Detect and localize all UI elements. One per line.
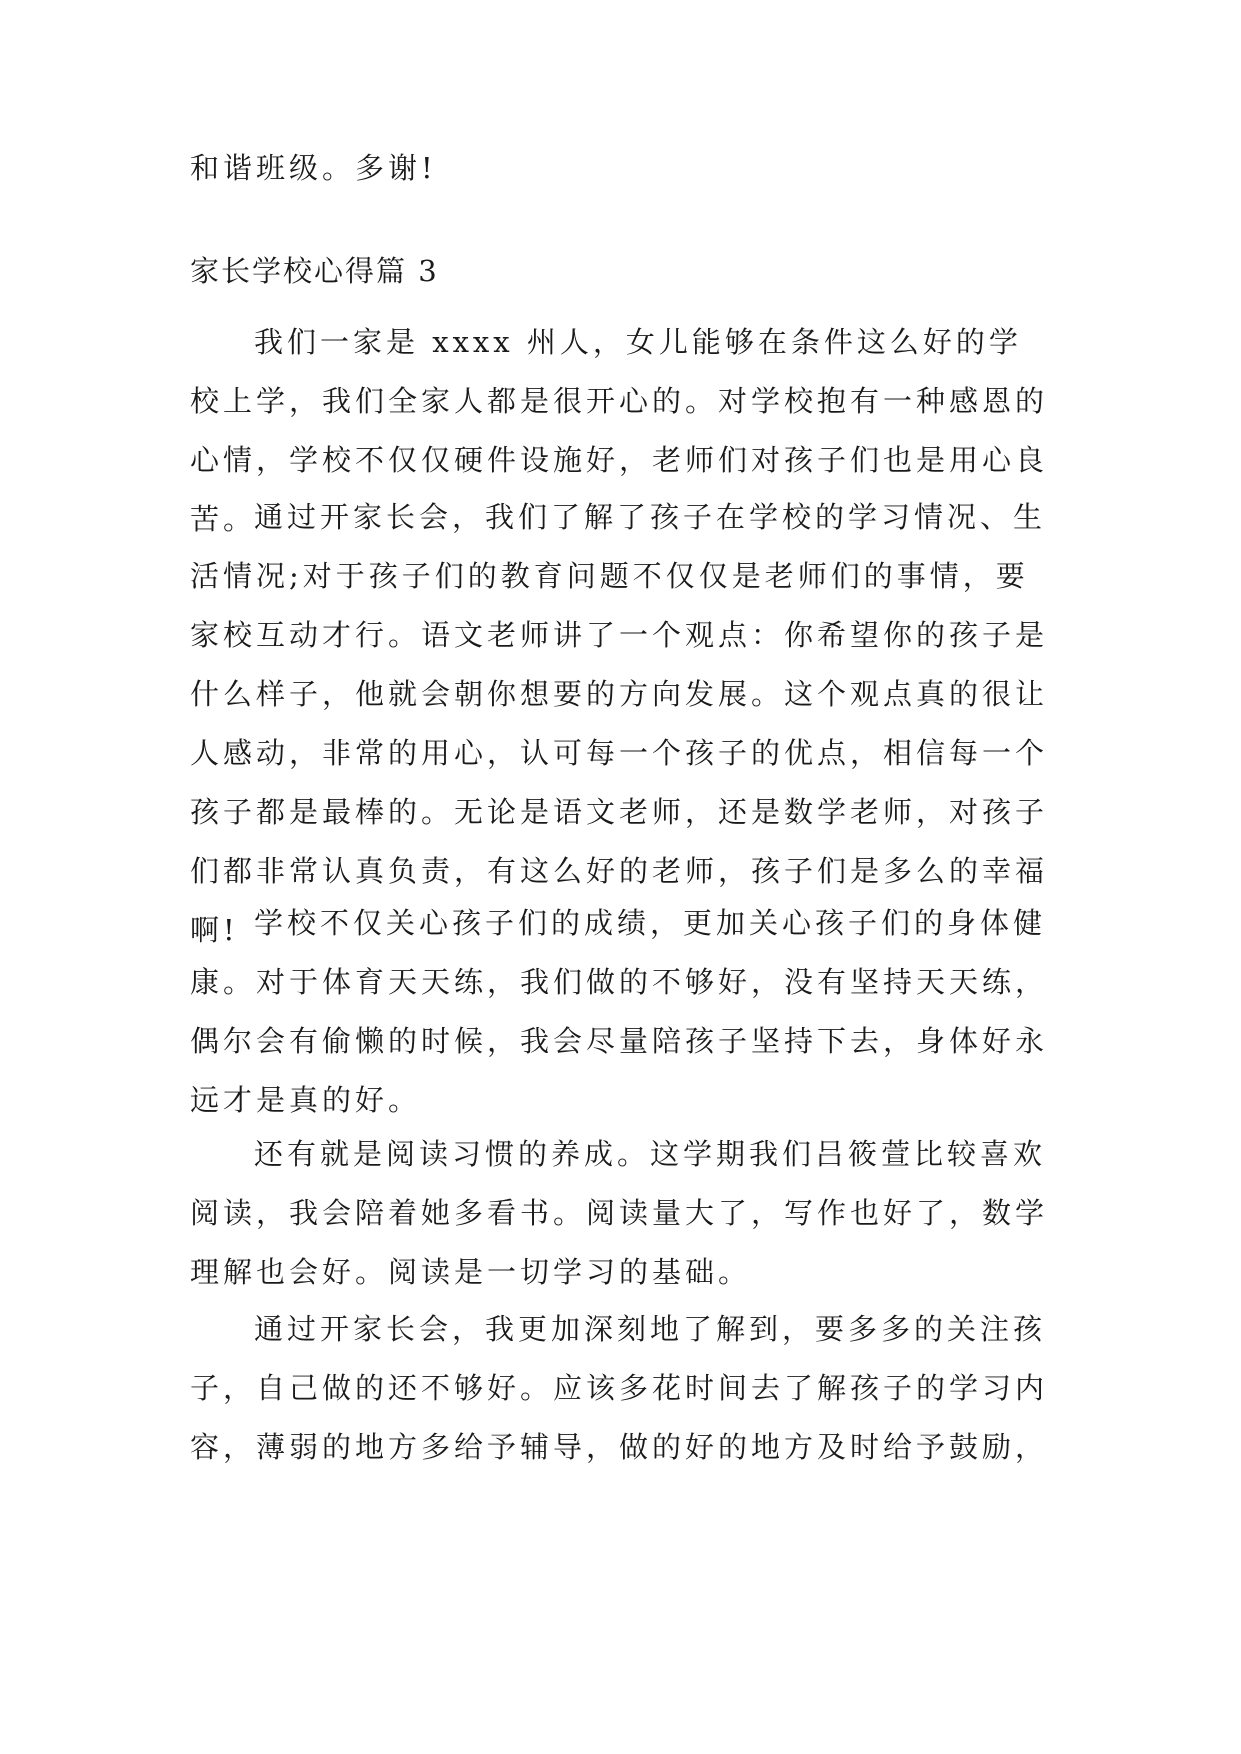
paragraph-1: 我们一家是 xxxx 州人，女儿能够在条件这么好的学校上学，我们全家人都是很开心的。对学校抱有一种感恩的心情，学校不仅仅硬件设施好，老师们对孩子们也是用心良苦。 <box>190 325 1049 536</box>
paragraph-4: 还有就是阅读习惯的养成。这学期我们吕筱萱比较喜欢阅读，我会陪着她多看书。阅读量大了，写作也好了，数学理解也会好。阅读是一切学习的基础。 <box>190 1137 1049 1289</box>
section-heading: 家长学校心得篇 3 <box>190 254 439 288</box>
paragraph-3: 学校不仅关心孩子们的成绩，更加关心孩子们的身体健康。对于体育天天练，我们做的不够好，没有坚持天天练，偶尔会有偷懒的时候，我会尽量陪孩子坚持下去，身体好永远才是真的好。 <box>190 906 1049 1117</box>
paragraph-2: 通过开家长会，我们了解了孩子在学校的学习情况、生活情况;对于孩子们的教育问题不仅仅是老师们的事情，要家校互动才行。语文老师讲了一个观点：你希望你的孩子是什么样子，他就会朝你想要的方向发展。这个观点真的很让人感动，非常的用心，认可每一个孩子的优点，相信每一个孩子都是最棒的。无论是语文老师，还是数学老师，对孩子们都非常认真负责，有这么好的老师，孩子们是多么的幸福啊! <box>190 500 1049 947</box>
continuation-line: 和谐班级。多谢! <box>190 151 437 185</box>
paragraph-5: 通过开家长会，我更加深刻地了解到，要多多的关注孩子，自己做的还不够好。应该多花时间去了解孩子的学习内容，薄弱的地方多给予辅导，做的好的地方及时给予鼓励， <box>190 1312 1049 1464</box>
